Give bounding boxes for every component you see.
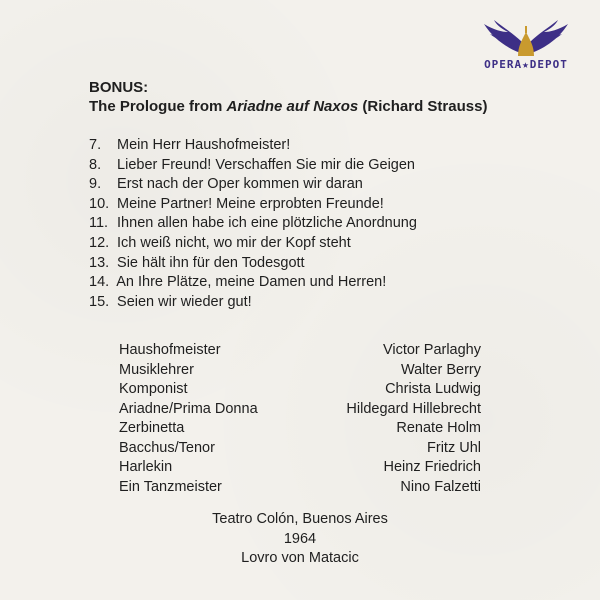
track-list bbox=[89, 136, 417, 312]
prologue-prefix: The Prologue from bbox=[89, 98, 227, 115]
cast-singer: Walter Berry bbox=[400, 361, 481, 378]
cast-singer: Heinz Friedrich bbox=[383, 459, 481, 475]
winged-dome-icon bbox=[480, 20, 572, 60]
track-item bbox=[89, 214, 417, 234]
cast-singer: Nino Falzetti bbox=[400, 478, 481, 495]
composer: (Richard Strauss) bbox=[358, 98, 488, 115]
track-item bbox=[89, 254, 417, 274]
cast-singer: Hildegard Hillebrecht bbox=[346, 400, 481, 417]
venue: Teatro Colón, Buenos Aires bbox=[212, 511, 388, 527]
track-title: Seien wir wieder gut! bbox=[117, 293, 252, 310]
performance-info bbox=[0, 510, 600, 569]
logo-text: OPERA★DEPOT bbox=[484, 58, 568, 71]
cast-role: Harlekin bbox=[119, 459, 173, 475]
track-item bbox=[89, 273, 417, 293]
cast-role: Bacchus/Tenor bbox=[119, 439, 215, 456]
track-title: Mein Herr Haushofmeister! bbox=[117, 137, 291, 153]
bonus-heading bbox=[89, 78, 487, 116]
track-number: 7. bbox=[89, 137, 102, 153]
track-title: Ihnen allen habe ich eine plötzliche Anordnung bbox=[117, 215, 417, 232]
track-number: 9. bbox=[89, 176, 102, 193]
track-item bbox=[89, 136, 417, 156]
cast-row bbox=[119, 458, 481, 478]
track-item bbox=[89, 175, 417, 195]
track-item bbox=[89, 156, 417, 176]
track-item bbox=[89, 195, 417, 215]
track-number: 12. bbox=[89, 234, 110, 251]
cast-singer: Fritz Uhl bbox=[427, 439, 481, 456]
conductor: Lovro von Matacic bbox=[241, 550, 359, 567]
opera-title: Ariadne auf Naxos bbox=[226, 98, 359, 115]
track-number: 8. bbox=[89, 156, 102, 173]
cast-row bbox=[119, 341, 481, 361]
track-title: An Ihre Plätze, meine Damen und Herren! bbox=[116, 274, 387, 291]
cast-singer: Renate Holm bbox=[396, 420, 481, 436]
year: 1964 bbox=[283, 530, 317, 547]
cast-role: Musiklehrer bbox=[119, 361, 194, 378]
cast-row bbox=[119, 419, 481, 439]
track-title: Sie hält ihn für den Todesgott bbox=[117, 254, 305, 271]
opera-depot-logo bbox=[480, 20, 572, 78]
track-title: Meine Partner! Meine erprobten Freunde! bbox=[117, 195, 384, 212]
cast-singer: Christa Ludwig bbox=[385, 381, 481, 397]
track-item bbox=[89, 293, 417, 313]
track-number: 10. bbox=[89, 195, 110, 212]
track-title: Ich weiß nicht, wo mir der Kopf steht bbox=[117, 234, 351, 251]
track-title: Erst nach der Oper kommen wir daran bbox=[117, 176, 363, 193]
cast-row bbox=[119, 400, 481, 420]
prologue-title bbox=[89, 97, 487, 116]
track-number: 15. bbox=[89, 293, 110, 310]
track-number: 14. bbox=[89, 274, 110, 291]
cast-list bbox=[119, 341, 481, 497]
cast-row bbox=[119, 439, 481, 459]
cast-role: Komponist bbox=[119, 381, 188, 397]
track-number: 13. bbox=[89, 254, 110, 271]
cast-role: Haushofmeister bbox=[119, 342, 221, 358]
track-number: 11. bbox=[89, 215, 109, 232]
cast-singer: Victor Parlaghy bbox=[382, 342, 481, 358]
cast-role: Ariadne/Prima Donna bbox=[119, 400, 258, 417]
cast-row bbox=[119, 380, 481, 400]
track-item bbox=[89, 234, 417, 254]
cast-role: Ein Tanzmeister bbox=[119, 478, 222, 495]
cast-row bbox=[119, 478, 481, 498]
bonus-label: BONUS: bbox=[89, 79, 149, 96]
track-title: Lieber Freund! Verschaffen Sie mir die Geigen bbox=[117, 156, 415, 173]
cast-row bbox=[119, 361, 481, 381]
cast-role: Zerbinetta bbox=[119, 420, 185, 436]
